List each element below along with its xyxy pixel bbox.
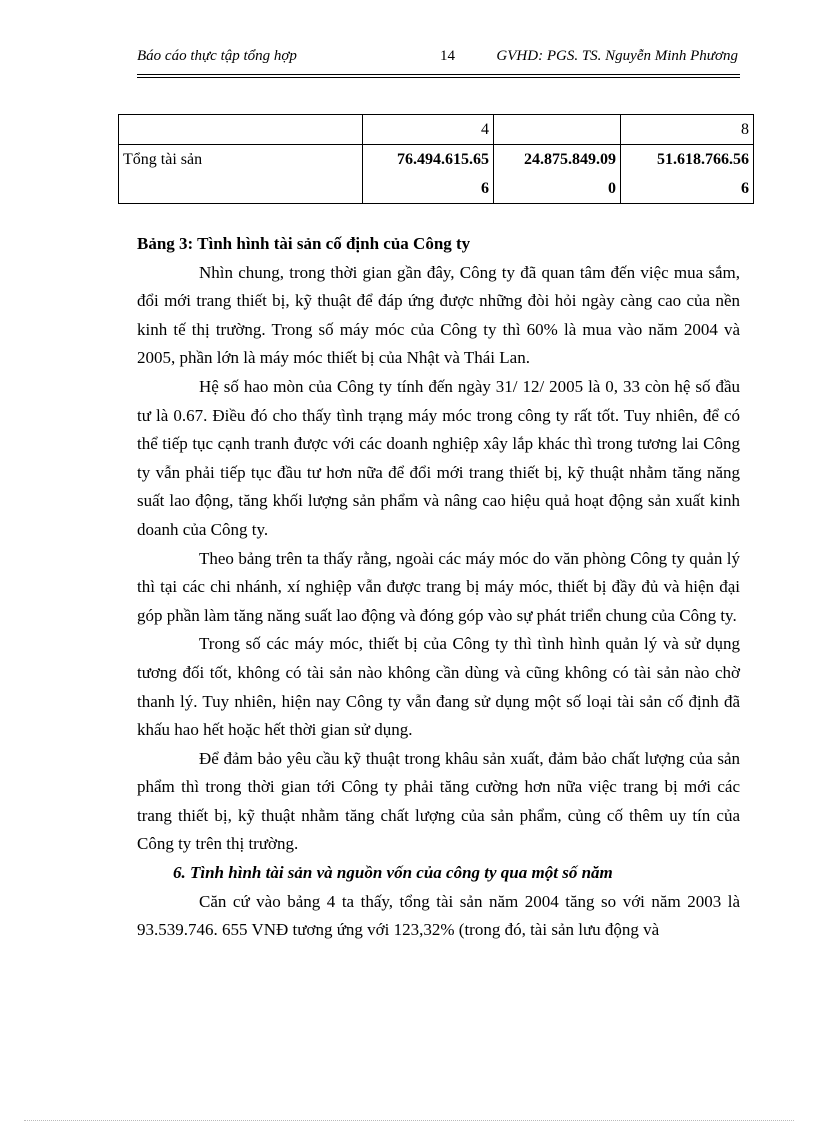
page-header (137, 48, 738, 70)
total-assets-2004 (363, 145, 494, 204)
value-line: 0 (608, 180, 616, 197)
paragraph: Nhìn chung, trong thời gian gần đây, Công ty đã quan tâm đến việc mua sắm, đổi mới trang thiết bị, kỹ thuật để đáp ứng được những đòi hỏi ngày càng cao của nền kinh tế thị trường. Trong số máy móc của Công ty thì 60% là mua vào năm 2004 và 2005, phần lớn là máy móc thiết bị của Nhật và Thái Lan. (137, 262, 740, 368)
value-line: 6 (481, 180, 489, 197)
paragraph: Để đảm bảo yêu cầu kỹ thuật trong khâu sản xuất, đảm bảo chất lượng của sản phẩm thì trong thời gian tới Công ty phải tăng cường hơn nữa việc trang bị mới các trang thiết bị, kỹ thuật nhằm tăng chất lượng của sản phẩm, củng cố thêm uy tín của Công ty trên thị trường. (137, 748, 740, 854)
table-cell (494, 115, 621, 145)
table-cell (119, 115, 363, 145)
page-number: 14 (440, 48, 455, 64)
table-caption: Bảng 3: Tình hình tài sản cố định của Công ty (137, 234, 471, 253)
value-line: 76.494.615.65 (397, 151, 489, 168)
table-cell: 4 (363, 115, 494, 145)
header-title: Báo cáo thực tập tổng hợp (137, 48, 297, 64)
total-assets-label: Tổng tài sản (119, 145, 363, 204)
paragraph: Theo bảng trên ta thấy rằng, ngoài các máy móc do văn phòng Công ty quản lý thì tại các chi nhánh, xí nghiệp vẫn được trang bị máy móc, thiết bị đầy đủ và hiện đại góp phần làm tăng năng suất lao động và đóng góp vào sự phát triển chung của Công ty. (137, 548, 740, 625)
header-rule-bottom (137, 77, 740, 78)
paragraph: Hệ số hao mòn của Công ty tính đến ngày 31/ 12/ 2005 là 0, 33 còn hệ số đầu tư là 0.67. Điều đó cho thấy tình trạng máy móc trong công ty rất tốt. Tuy nhiên, để có thể tiếp tục cạnh tranh được với các doanh nghiệp xây lắp khác thì trong tương lai Công ty vẫn phải tiếp tục đầu tư hơn nữa để đổi mới trang thiết bị, kỹ thuật nhằm tăng năng suất lao động, tăng khối lượng sản phẩm và nâng cao hiệu quả hoạt động sản xuất kinh doanh của Công ty. (137, 376, 740, 539)
header-supervisor: GVHD: PGS. TS. Nguyễn Minh Phương (496, 48, 738, 64)
table-cell: 8 (621, 115, 754, 145)
paragraph: Trong số các máy móc, thiết bị của Công ty thì tình hình quản lý và sử dụng tương đối tốt, không có tài sản nào không cần dùng và cũng không có tài sản nào chờ thanh lý. Tuy nhiên, hiện nay Công ty vẫn đang sử dụng một số loại tài sản cố định đã khấu hao hết hoặc hết thời gian sử dụng. (137, 634, 740, 740)
table-row (119, 115, 754, 145)
total-assets-change (621, 145, 754, 204)
header-rule-top (137, 74, 740, 75)
assets-table (118, 114, 754, 204)
body-text (137, 230, 740, 945)
value-line: 6 (741, 180, 749, 197)
table-row-total (119, 145, 754, 204)
total-assets-2003 (494, 145, 621, 204)
page-bottom-divider (24, 1120, 794, 1121)
value-line: 51.618.766.56 (657, 151, 749, 168)
section-heading: 6. Tình hình tài sản và nguồn vốn của công ty qua một số năm (173, 863, 613, 883)
paragraph: Căn cứ vào bảng 4 ta thấy, tổng tài sản năm 2004 tăng so với năm 2003 là 93.539.746. 655 VNĐ tương ứng với 123,32% (trong đó, tài sản lưu động và (137, 891, 740, 940)
value-line: 24.875.849.09 (524, 151, 616, 168)
